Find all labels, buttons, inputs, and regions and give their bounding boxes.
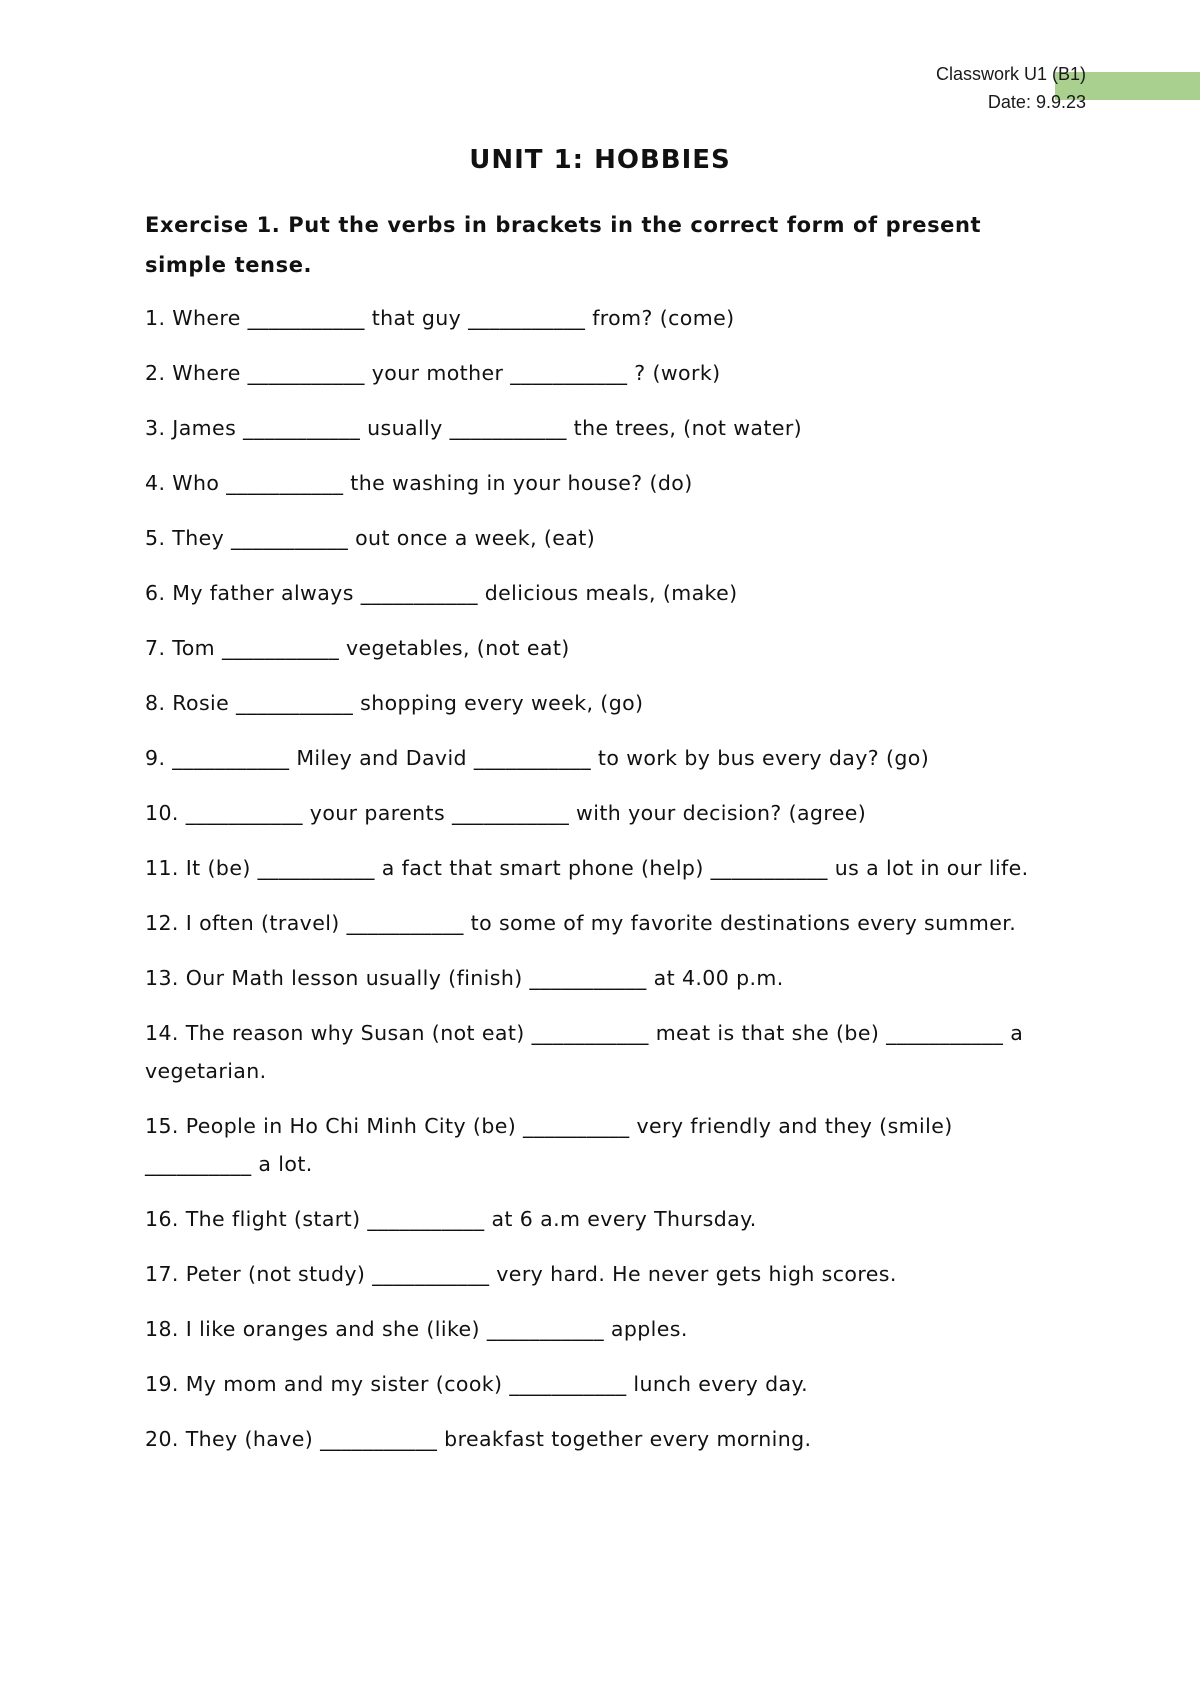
exercise-item: 1. Where ___________ that guy ___________ from? (come) <box>145 306 735 330</box>
exercise-item: 4. Who ___________ the washing in your house? (do) <box>145 471 693 495</box>
exercise-item: 16. The flight (start) ___________ at 6 a.m every Thursday. <box>145 1207 757 1231</box>
exercise-item: 9. ___________ Miley and David ___________ to work by bus every day? (go) <box>145 746 930 770</box>
exercise-item: 3. James ___________ usually ___________ the trees, (not water) <box>145 416 803 440</box>
exercise-instruction: Exercise 1. Put the verbs in brackets in the correct form of present simple tense. <box>145 213 982 277</box>
exercise-item: 13. Our Math lesson usually (finish) ___________ at 4.00 p.m. <box>145 966 784 990</box>
exercise-item: 10. ___________ your parents ___________ with your decision? (agree) <box>145 801 867 825</box>
exercise-item: 18. I like oranges and she (like) ___________ apples. <box>145 1317 688 1341</box>
date-label: Date: 9.9.23 <box>987 92 1086 112</box>
exercise-item: 19. My mom and my sister (cook) ___________ lunch every day. <box>145 1372 809 1396</box>
exercise-item: 12. I often (travel) ___________ to some of my favorite destinations every summer. <box>145 911 1017 935</box>
exercise-list <box>145 299 1050 1475</box>
page-header <box>936 60 1086 116</box>
exercise-item: 11. It (be) ___________ a fact that smart phone (help) ___________ us a lot in our life. <box>145 856 1029 880</box>
exercise-item: 14. The reason why Susan (not eat) ___________ meat is that she (be) ___________ a vegetarian. <box>145 1021 1024 1083</box>
exercise-item: 17. Peter (not study) ___________ very hard. He never gets high scores. <box>145 1262 897 1286</box>
exercise-item: 20. They (have) ___________ breakfast together every morning. <box>145 1427 812 1451</box>
page-title: UNIT 1: HOBBIES <box>469 145 731 175</box>
exercise-item: 8. Rosie ___________ shopping every week, (go) <box>145 691 644 715</box>
exercise-item: 15. People in Ho Chi Minh City (be) __________ very friendly and they (smile) __________ a lot. <box>145 1114 953 1176</box>
classwork-label: Classwork U1 (B1) <box>935 64 1086 84</box>
exercise-item: 7. Tom ___________ vegetables, (not eat) <box>145 636 570 660</box>
exercise-item: 6. My father always ___________ delicious meals, (make) <box>145 581 738 605</box>
exercise-item: 2. Where ___________ your mother ___________ ? (work) <box>145 361 721 385</box>
exercise-item: 5. They ___________ out once a week, (eat) <box>145 526 596 550</box>
